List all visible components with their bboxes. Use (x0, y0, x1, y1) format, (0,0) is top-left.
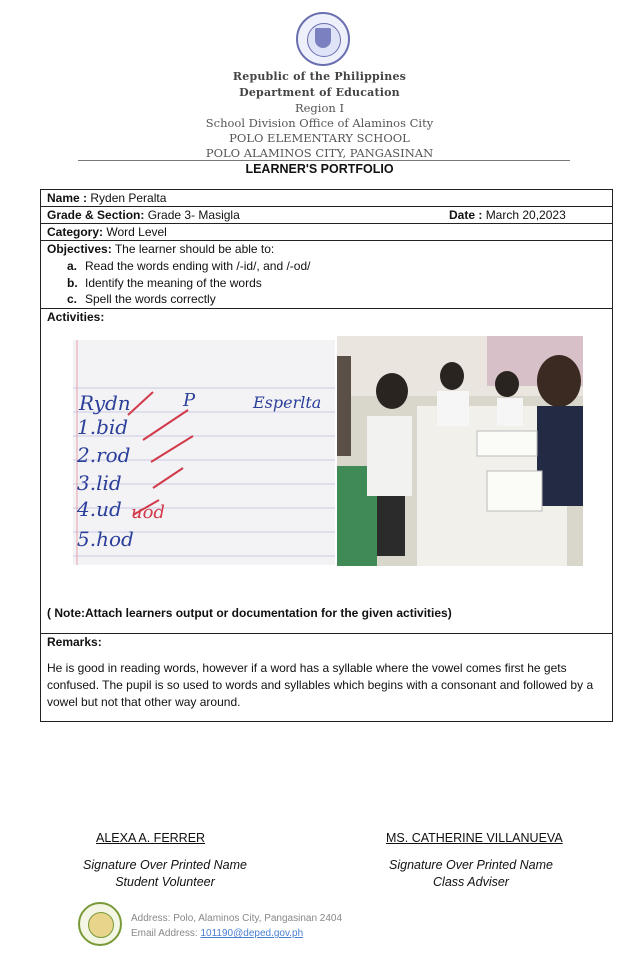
name-value: Ryden Peralta (90, 191, 167, 205)
classroom-photo (337, 336, 583, 566)
grade-row (41, 207, 612, 224)
objectives-label: Objectives: (47, 242, 112, 256)
volunteer-signature-caption: Signature Over Printed Name Student Volunteer (83, 858, 247, 889)
objectives-intro: The learner should be able to: (114, 242, 275, 256)
worksheet-photo (73, 340, 335, 565)
objective-item: b. Identify the meaning of the words (67, 276, 262, 290)
adviser-name: MS. CATHERINE VILLANUEVA (386, 831, 563, 845)
date-label: Date : (449, 208, 483, 222)
date-value: March 20,2023 (485, 208, 566, 222)
worksheet-line: 3.lid (77, 471, 122, 495)
footer-contact (131, 911, 342, 941)
footer-email-row (131, 926, 342, 941)
category-value: Word Level (106, 225, 167, 239)
date-field (449, 207, 566, 223)
grade-value: Grade 3- Masigla (147, 208, 240, 222)
remarks-text: He is good in reading words, however if a word has a syllable where the vowel comes first he gets confused. The pupil is so used to words and syllables which begins with a consonant and followed by a vowel but not that other way around. (47, 661, 594, 709)
header-republic: Republic of the Philippines (232, 70, 407, 83)
grade-label: Grade & Section: (47, 208, 145, 222)
worksheet-line: 1.bid (77, 415, 129, 439)
worksheet-name-tag: Esperlta (253, 393, 322, 412)
remarks-label: Remarks: (47, 635, 102, 649)
objective-item: a. Read the words ending with /-id/, and /-od/ (67, 259, 311, 273)
worksheet-mark: P (183, 390, 196, 411)
activities-note: ( Note:Attach learners output or documentation for the given activities) (47, 606, 452, 620)
deped-seal-logo (296, 12, 350, 66)
school-logo (78, 902, 122, 946)
objective-item: c. Spell the words correctly (67, 292, 216, 306)
worksheet-line: Rydn (79, 391, 131, 415)
adviser-signature-caption: Signature Over Printed Name Class Adviser (389, 858, 553, 889)
activities-label: Activities: (47, 310, 105, 324)
remarks-row (41, 634, 612, 650)
worksheet-line: 2.rod (77, 443, 131, 467)
header-location: POLO ALAMINOS CITY, PANGASINAN (205, 146, 434, 160)
worksheet-line: 4.ud (77, 497, 122, 521)
svg-text:uod: uod (131, 502, 165, 523)
header-division: School Division Office of Alaminos City (205, 116, 434, 130)
header-school: POLO ELEMENTARY SCHOOL (229, 131, 410, 145)
volunteer-name: ALEXA A. FERRER (96, 831, 206, 845)
footer-address: Address: Polo, Alaminos City, Pangasinan 2404 (131, 913, 343, 924)
page-title: LEARNER'S PORTFOLIO (245, 162, 394, 176)
objectives-row (41, 241, 612, 309)
header-divider (78, 160, 570, 161)
header-department: Department of Education (239, 86, 400, 99)
name-label: Name : (47, 191, 88, 205)
name-row (41, 190, 612, 207)
category-row (41, 224, 612, 241)
footer-email-label: Email Address: (131, 928, 198, 939)
footer-email-link[interactable]: 101190@deped.gov.ph (200, 928, 304, 939)
category-label: Category: (47, 225, 104, 239)
worksheet-line: 5.hod (77, 527, 134, 551)
header-region: Region I (294, 101, 345, 115)
